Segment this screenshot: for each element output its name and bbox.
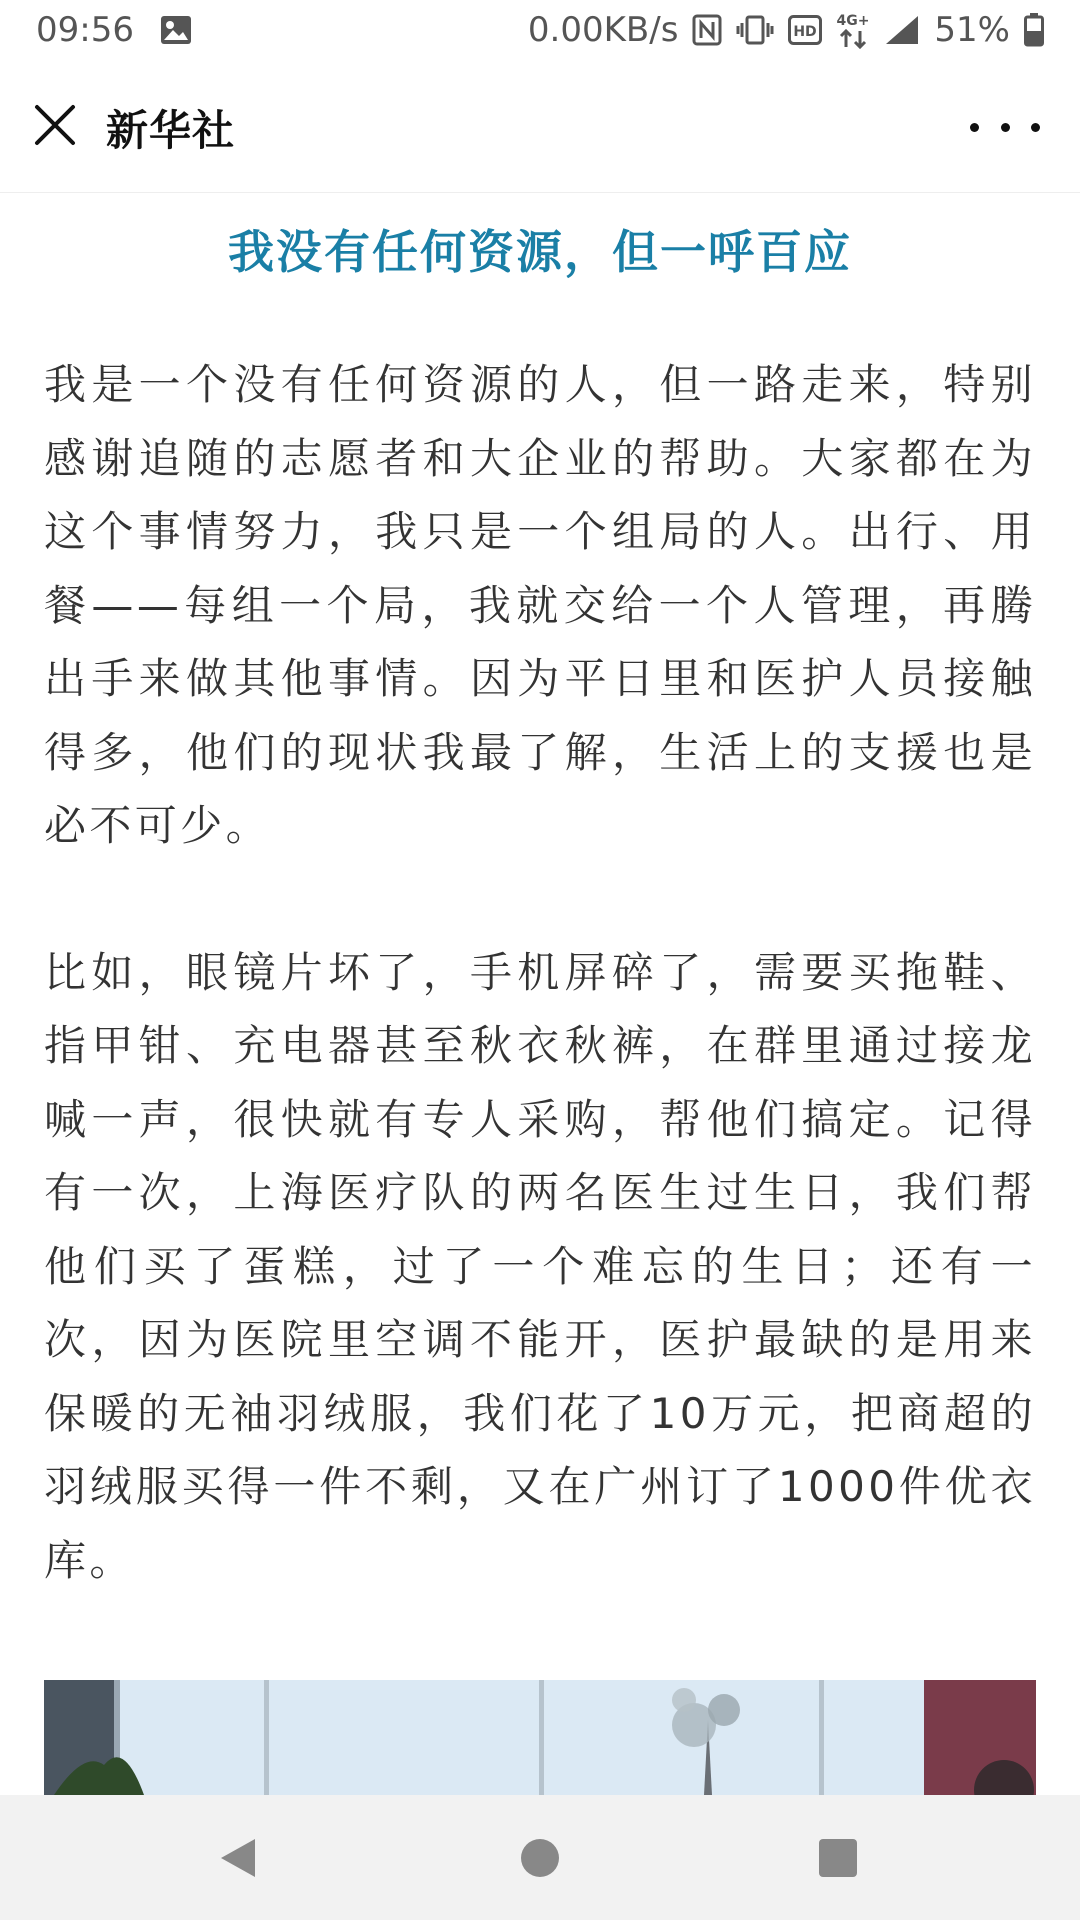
home-button[interactable] (515, 1833, 565, 1883)
recents-icon (818, 1838, 858, 1878)
status-bar (0, 0, 1080, 66)
close-icon (33, 103, 77, 147)
status-left (36, 10, 192, 50)
article-image-content (44, 1680, 1036, 1795)
close-button[interactable] (30, 100, 80, 150)
image-icon (160, 15, 192, 45)
article-paragraph: 比如，眼镜片坏了，手机屏碎了，需要买拖鞋、指甲钳、充电器甚至秋衣秋裤，在群里通过接龙喊一声，很快就有专人采购，帮他们搞定。记得有一次，上海医疗队的两名医生过生日，我们帮他们买了蛋糕，过了一个难忘的生日；还有一次，因为医院里空调不能开，医护最缺的是用来保暖的无袖羽绒服，我们花了10万元，把商超的羽绒服买得一件不剩，又在广州订了1000件优衣库。 (44, 947, 1036, 1585)
recents-button[interactable] (813, 1833, 863, 1883)
navigation-bar (0, 1795, 1080, 1920)
svg-text:4G+: 4G+ (836, 13, 870, 29)
section-heading: 我没有任何资源，但一呼百应 (228, 225, 852, 279)
battery-icon (1024, 13, 1044, 47)
nfc-icon (692, 14, 722, 46)
page-title: 新华社 (106, 106, 236, 155)
home-icon (519, 1837, 561, 1879)
svg-text:HD: HD (793, 24, 818, 40)
more-icon (970, 123, 979, 132)
more-icon-dot (1001, 123, 1010, 132)
status-time: 09:56 (36, 10, 134, 50)
status-right (528, 10, 1044, 50)
data-arrows-icon (836, 11, 870, 49)
article-paragraph: 我是一个没有任何资源的人，但一路走来，特别感谢追随的志愿者和大企业的帮助。大家都在为这个事情努力，我只是一个组局的人。出行、用餐——每组一个局，我就交给一个人管理，再腾出手来做其他事情。因为平日里和医护人员接触得多，他们的现状我最了解，生活上的支援也是必不可少。 (44, 360, 1036, 850)
article-content (44, 192, 1036, 1597)
network-speed: 0.00KB/s (527, 10, 679, 50)
back-icon (217, 1835, 259, 1881)
back-button[interactable] (213, 1833, 263, 1883)
hd-icon (788, 15, 822, 45)
signal-icon (884, 14, 920, 46)
article-image (44, 1680, 1036, 1795)
top-bar (0, 66, 1080, 193)
vibrate-icon (736, 15, 774, 45)
more-icon-dot (1031, 123, 1040, 132)
battery-percent: 51% (934, 10, 1010, 50)
more-button[interactable] (970, 112, 1040, 142)
